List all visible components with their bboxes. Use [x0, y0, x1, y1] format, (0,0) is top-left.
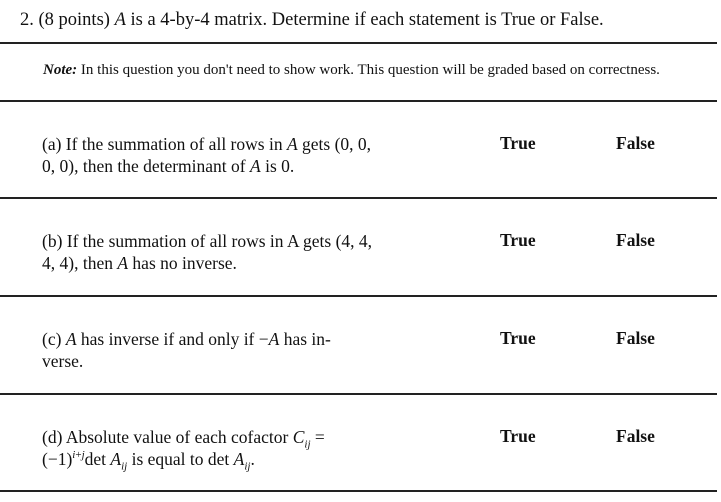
question-points: (8 points) [38, 10, 110, 30]
divider [0, 295, 717, 297]
statement-d: (d) Absolute value of each cofactor $C_{ij}$ = $(-1)^{i+j}\det$ $A_{ij}$ is equal to $\det A_{ij}$. [42, 427, 325, 473]
true-option-d[interactable]: True [500, 426, 536, 446]
question-title [20, 10, 604, 31]
false-option-c[interactable]: False [616, 328, 655, 348]
divider [0, 393, 717, 395]
question-number: 2. [20, 10, 34, 30]
false-option-a[interactable]: False [616, 133, 655, 153]
false-option-d[interactable]: False [616, 426, 655, 446]
statement-a: (a) If the summation of all rows in A gets (0, 0, 0, 0), then the determinant of A is 0. [42, 134, 372, 176]
false-option-b[interactable]: False [616, 230, 655, 250]
question-text: is a 4-by-4 matrix. Determine if each statement is True or False. [130, 10, 604, 30]
note-label: Note: [43, 62, 78, 78]
divider [0, 42, 717, 44]
true-option-b[interactable]: True [500, 230, 536, 250]
note-text: In this question you don't need to show work. This question will be graded based on correctness. [80, 62, 660, 78]
divider [0, 197, 717, 199]
divider [0, 100, 717, 102]
true-option-c[interactable]: True [500, 328, 536, 348]
divider [0, 490, 717, 492]
statement-b: (b) If the summation of all rows in A gets (4, 4, 4, 4), then A has no inverse. [42, 231, 373, 273]
note [43, 62, 660, 79]
statement-c: (c) A has inverse if and only if −A has in- verse. [42, 329, 331, 371]
true-option-a[interactable]: True [500, 133, 536, 153]
matrix-symbol: A [114, 10, 126, 30]
